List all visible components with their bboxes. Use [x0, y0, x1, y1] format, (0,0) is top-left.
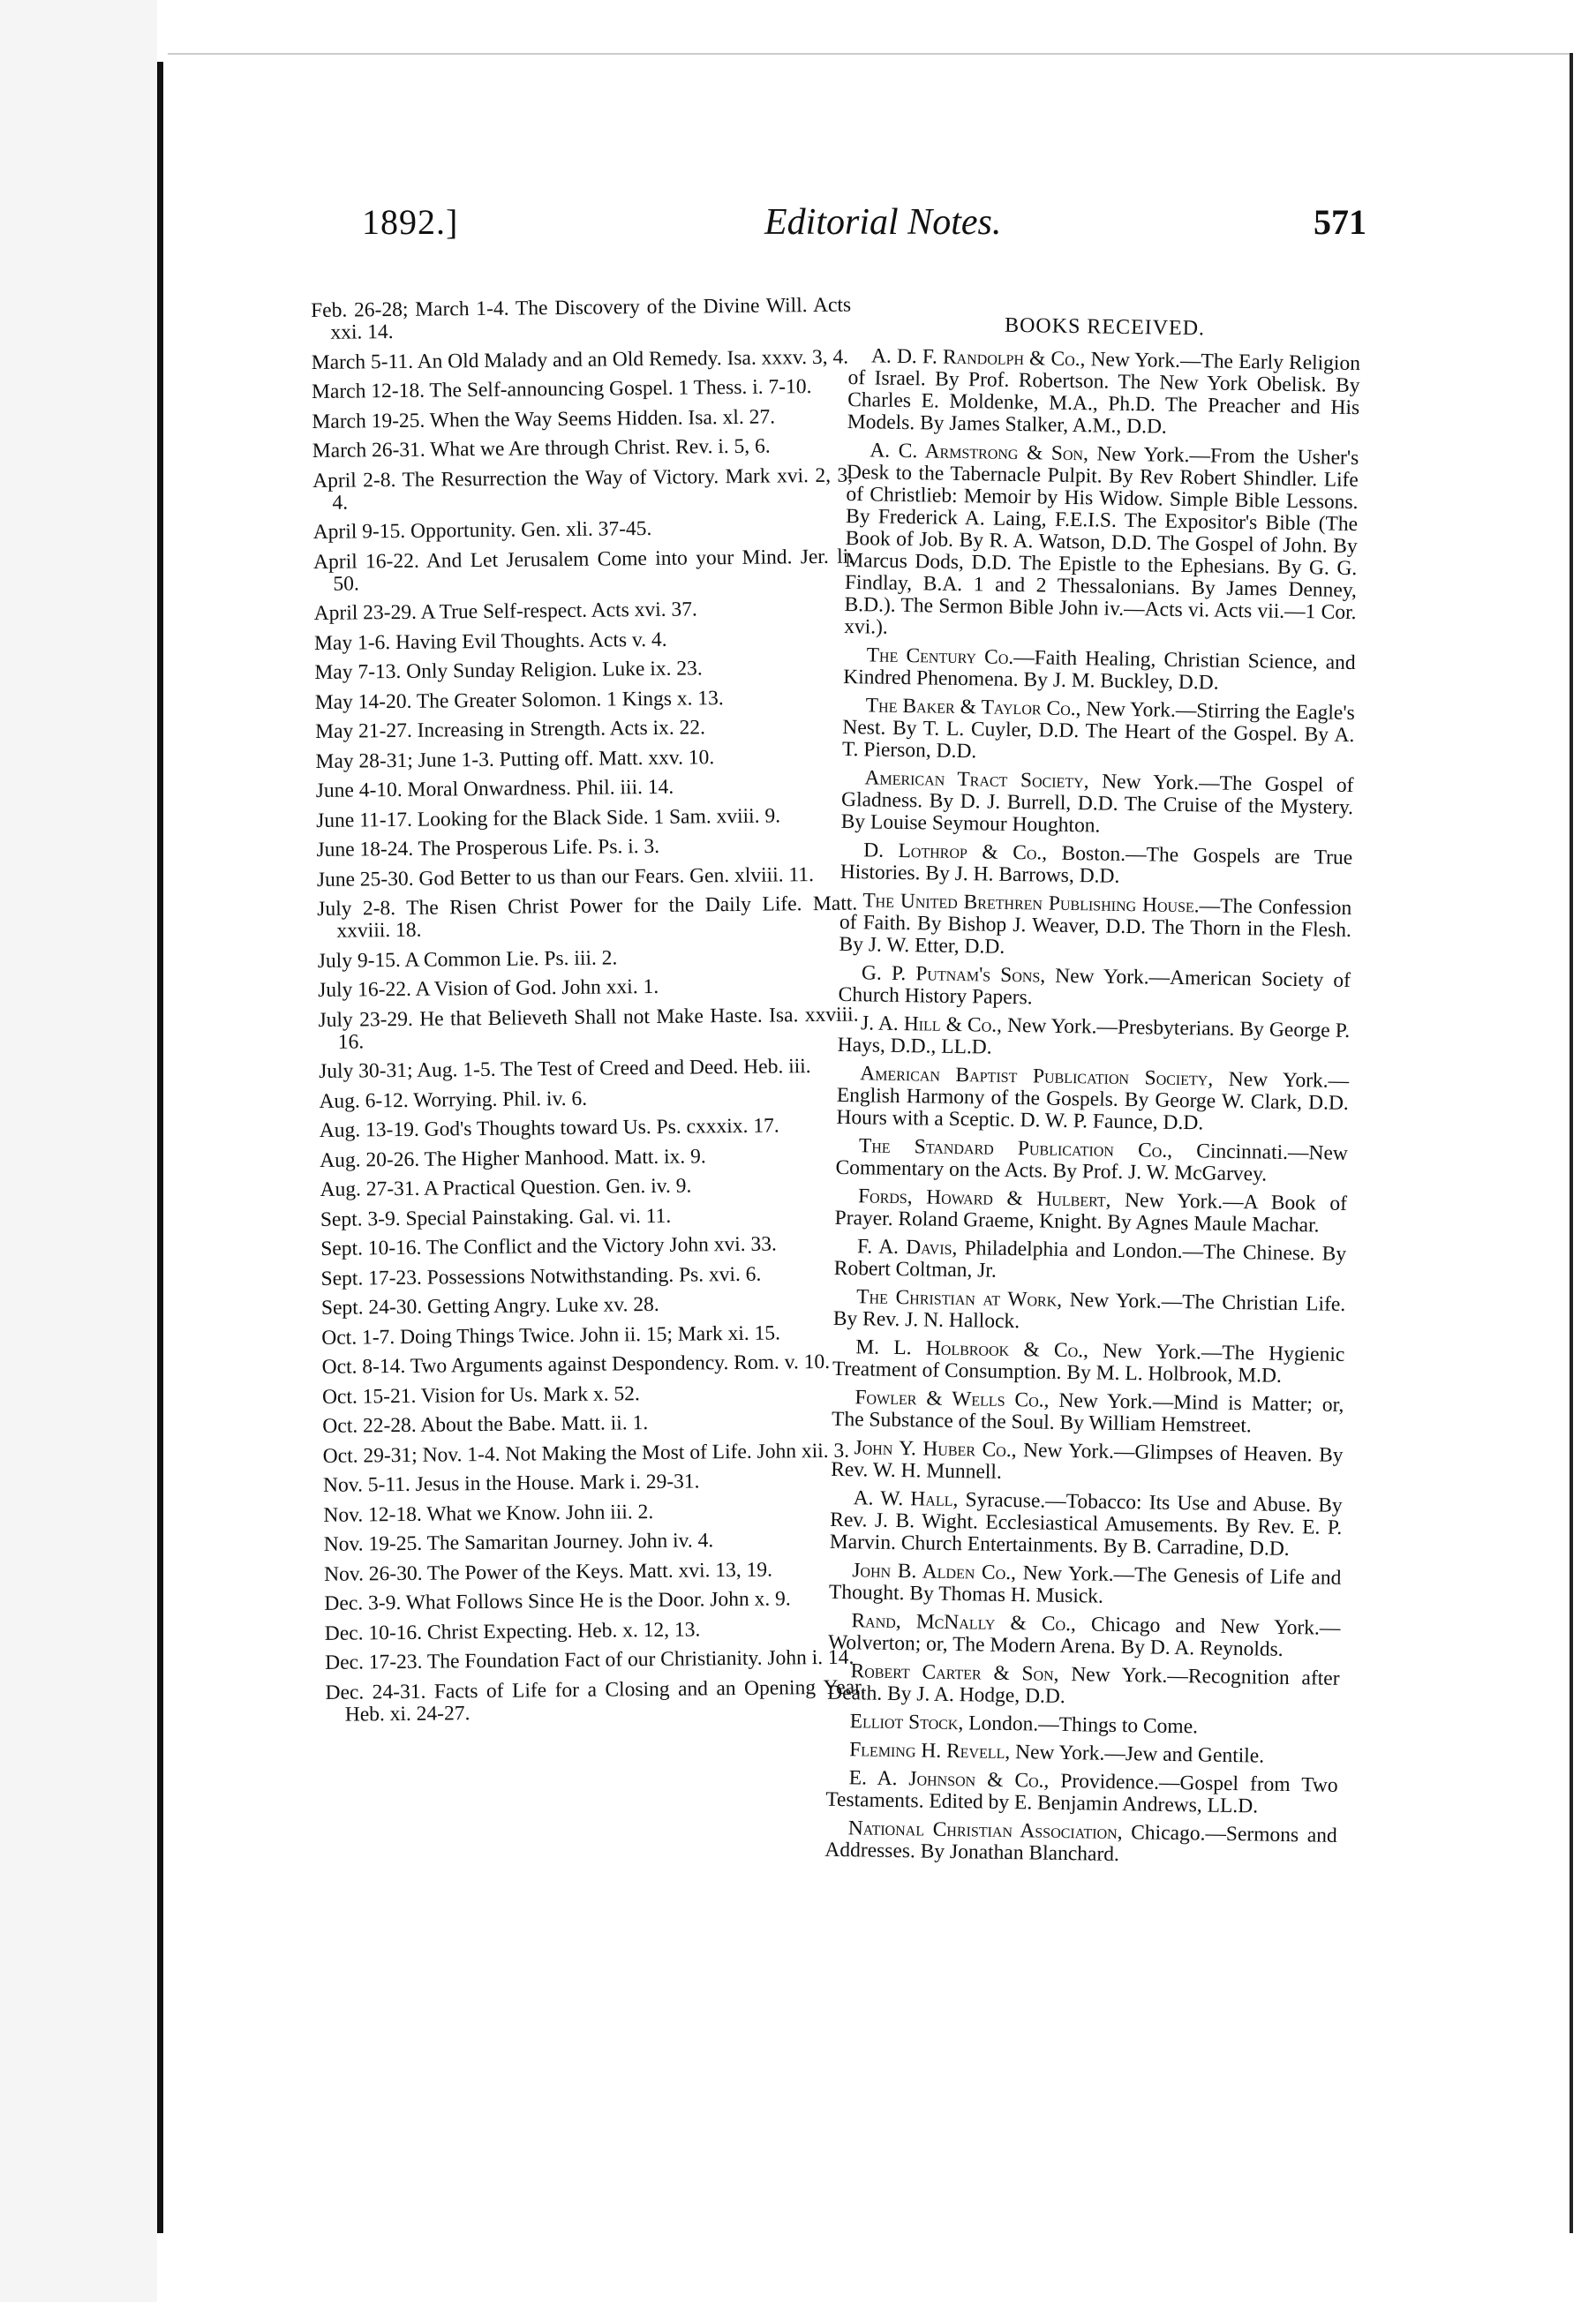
publisher-name: The Century Co.	[866, 643, 1014, 669]
publisher-name: Rand, McNally & Co.	[851, 1609, 1072, 1636]
publisher-name: John B. Alden Co.	[852, 1559, 1012, 1585]
schedule-dates: Aug. 27-31.	[320, 1177, 420, 1201]
book-entry	[835, 1135, 1348, 1187]
book-entry	[829, 1560, 1342, 1612]
publisher-name: F. A. Davis	[856, 1235, 952, 1260]
schedule-dates: Oct. 1-7.	[321, 1325, 395, 1350]
book-entry	[838, 962, 1351, 1014]
book-entry	[831, 1437, 1344, 1489]
book-listing: .—The Confession of Faith. By Bishop J. Weaver, D.D. The Thorn in the Flesh. By J. W. Etter, D.D.	[839, 894, 1352, 959]
schedule-dates: June 18-24.	[316, 837, 414, 861]
schedule-dates: Nov. 19-25.	[323, 1531, 423, 1556]
book-listing: , New York.—Stirring the Eagle's Nest. By T. L. Cuyler, D.D. The Heart of the Gospel. By A. T. Pierson, D.D.	[841, 697, 1355, 764]
book-entry	[826, 1739, 1338, 1769]
schedule-entry	[320, 1203, 861, 1230]
schedule-topic: Only Sunday Religion. Luke ix. 23.	[406, 657, 703, 683]
schedule-entry	[316, 775, 856, 802]
schedule-entry	[320, 1144, 860, 1171]
schedule-dates: Oct. 29-31; Nov. 1-4.	[322, 1442, 501, 1468]
schedule-entry	[325, 1647, 865, 1674]
schedule-dates: Oct. 22-28.	[322, 1413, 417, 1438]
schedule-entry	[312, 405, 852, 433]
schedule-topic: Looking for the Black Side. 1 Sam. xviii. 9.	[417, 803, 781, 831]
publisher-name: Fowler & Wells Co.	[854, 1386, 1044, 1412]
book-entry	[832, 1387, 1344, 1439]
publisher-name: National Christian Association	[847, 1817, 1118, 1844]
schedule-entry	[315, 745, 855, 772]
schedule-dates: Aug. 20-26.	[320, 1147, 420, 1172]
schedule-entry	[316, 834, 856, 861]
schedule-topic: Doing Things Twice. John ii. 15; Mark xi. 15.	[399, 1320, 781, 1349]
books-received-list	[824, 345, 1360, 1869]
schedule-entry	[320, 1262, 861, 1290]
schedule-dates: Dec. 17-23.	[325, 1650, 423, 1674]
schedule-topic: Opportunity. Gen. xli. 37-45.	[410, 516, 652, 543]
schedule-topic: Putting off. Matt. xxv. 10.	[499, 745, 715, 771]
schedule-entry	[324, 1529, 864, 1556]
schedule-topic: Special Painstaking. Gal. vi. 11.	[405, 1204, 672, 1230]
schedule-topic: He that Believeth Shall not Make Haste. Isa. xxviii. 16.	[337, 1003, 859, 1054]
schedule-entry	[314, 598, 854, 625]
publisher-name: John Y. Huber Co.	[854, 1436, 1012, 1463]
book-listing: , New York.—Jew and Gentile.	[1005, 1740, 1265, 1768]
schedule-topic: The Conflict and the Victory John xvi. 33.	[425, 1232, 778, 1260]
schedule-dates: Dec. 3-9.	[324, 1591, 402, 1615]
book-entry	[847, 345, 1360, 441]
schedule-topic: The Higher Manhood. Matt. ix. 9.	[424, 1144, 706, 1171]
schedule-entry	[325, 1676, 865, 1726]
schedule-dates: Nov. 5-11.	[322, 1472, 410, 1497]
schedule-dates: Dec. 24-31.	[325, 1680, 426, 1704]
book-entry	[842, 695, 1355, 769]
schedule-topic: The Greater Solomon. 1 Kings x. 13.	[416, 686, 724, 713]
schedule-dates: Oct. 8-14.	[321, 1354, 406, 1379]
schedule-entry	[312, 346, 852, 373]
schedule-topic: The Discovery of the Divine Will. Acts xxi. 14.	[330, 293, 852, 344]
schedule-entry	[314, 627, 854, 654]
schedule-topic: A Practical Question. Gen. iv. 9.	[423, 1174, 692, 1200]
book-entry	[839, 890, 1351, 964]
schedule-topic: Christ Expecting. Heb. x. 12, 13.	[426, 1617, 701, 1644]
prayer-meeting-schedule	[311, 295, 866, 1734]
book-entry	[832, 1336, 1345, 1388]
schedule-dates: March 26-31.	[312, 438, 425, 463]
publisher-name: A. C. Armstrong & Son	[870, 439, 1084, 466]
schedule-topic: An Old Malady and an Old Remedy. Isa. xxxv. 3, 4.	[417, 345, 849, 373]
schedule-entry	[321, 1321, 862, 1349]
book-entry	[843, 644, 1356, 696]
publisher-name: G. P. Putnam's Sons	[861, 961, 1041, 988]
publisher-name: D. Lothrop & Co.	[863, 839, 1043, 865]
schedule-entry	[318, 944, 858, 972]
schedule-dates: July 2-8.	[317, 897, 396, 921]
book-entry	[833, 1286, 1346, 1338]
publisher-name: American Tract Society	[864, 766, 1084, 794]
schedule-entry	[323, 1440, 863, 1467]
book-entry	[834, 1236, 1347, 1288]
schedule-dates: April 16-22.	[312, 549, 419, 574]
schedule-entry	[321, 1292, 862, 1320]
schedule-dates: Sept. 3-9.	[320, 1207, 401, 1231]
schedule-dates: June 4-10.	[315, 778, 403, 802]
book-entry	[838, 1012, 1351, 1064]
schedule-entry	[322, 1351, 862, 1379]
schedule-entry	[315, 716, 855, 743]
schedule-dates: Sept. 17-23.	[320, 1266, 422, 1290]
running-title: Editorial Notes.	[764, 202, 1002, 243]
schedule-topic: The Samaritan Journey. John iv. 4.	[426, 1529, 714, 1555]
schedule-entry	[325, 1617, 865, 1644]
schedule-dates: Sept. 10-16.	[320, 1236, 422, 1260]
page-edge	[1570, 53, 1573, 2233]
schedule-entry	[311, 295, 851, 344]
schedule-topic: And Let Jerusalem Come into your Mind. Jer. li. 50.	[333, 545, 854, 596]
book-entry	[827, 1660, 1340, 1712]
schedule-dates: March 5-11.	[311, 350, 414, 374]
book-listing: , London.—Things to Come.	[958, 1711, 1199, 1739]
schedule-dates: Nov. 12-18.	[323, 1502, 422, 1527]
book-listing: , New York.—Mind is Matter; or, The Substance of the Soul. By William Hemstreet.	[831, 1388, 1344, 1438]
schedule-entry	[318, 974, 858, 1002]
schedule-entry	[312, 376, 852, 403]
book-listing: , New York.—Presbyterians. By George P. Hays, D.D., LL.D.	[837, 1013, 1351, 1059]
schedule-dates: Oct. 15-21.	[321, 1384, 417, 1409]
book-listing: , Syracuse.—Tobacco: Its Use and Abuse. By Rev. J. B. Wight. Ecclesiastical Amusements. By Rev. E. P. Marvin. Church Entertainments. By B. Carradine, D.D.	[829, 1488, 1343, 1561]
publisher-name: E. A. Johnson & Co.	[848, 1766, 1044, 1793]
schedule-topic: Worrying. Phil. iv. 6.	[412, 1087, 588, 1112]
book-listing: , New York.—The Hygienic Treatment of Consumption. By M. L. Holbrook, M.D.	[832, 1339, 1345, 1388]
schedule-topic: God's Thoughts toward Us. Ps. cxxxix. 17.	[424, 1114, 779, 1141]
schedule-entry	[323, 1470, 863, 1497]
schedule-dates: March 19-25.	[312, 409, 425, 433]
publisher-name: The United Brethren Publishing House	[862, 889, 1194, 918]
book-listing: , New York.—The Genesis of Life and Thought. By Thomas H. Musick.	[828, 1561, 1342, 1608]
schedule-entry	[323, 1499, 863, 1526]
schedule-dates: May 28-31; June 1-3.	[315, 748, 494, 773]
schedule-topic: Having Evil Thoughts. Acts v. 4.	[395, 628, 667, 654]
publisher-name: Elliot Stock	[849, 1710, 959, 1735]
binding-edge	[157, 62, 163, 2233]
schedule-entry	[317, 863, 857, 891]
book-entry	[844, 440, 1359, 646]
book-entry	[824, 1817, 1337, 1869]
schedule-topic: The Test of Creed and Deed. Heb. iii.	[500, 1055, 811, 1081]
schedule-dates: Feb. 26-28; March 1-4.	[310, 297, 509, 322]
schedule-dates: July 23-29.	[318, 1007, 413, 1032]
book-listing: , Chicago and New York.—Wolverton; or, The Modern Arena. By D. A. Reynolds.	[827, 1613, 1341, 1661]
schedule-dates: July 30-31; Aug. 1-5.	[319, 1057, 496, 1083]
publisher-name: The Baker & Taylor Co.	[865, 694, 1076, 721]
schedule-entry	[324, 1588, 864, 1615]
schedule-entry	[322, 1380, 862, 1408]
schedule-topic: The Resurrection the Way of Victory. Mark xvi. 2, 3, 4.	[332, 463, 854, 515]
book-listing: , New York.—The Gospel of Gladness. By D. J. Burrell, D.D. The Cruise of the Mystery. By Louise Seymour Houghton.	[840, 770, 1354, 838]
schedule-topic: Moral Onwardness. Phil. iii. 14.	[407, 775, 674, 801]
book-entry	[841, 767, 1354, 841]
publisher-name: M. L. Holbrook & Co.	[855, 1335, 1084, 1363]
book-listing: , New York.—English Harmony of the Gospels. By George W. Clark, D.D. Hours with a Sceptic. D. W. P. Faunce, D.D.	[836, 1067, 1350, 1135]
publisher-name: Robert Carter & Son	[850, 1659, 1054, 1686]
schedule-dates: April 9-15.	[312, 519, 406, 544]
schedule-topic: The Prosperous Life. Ps. i. 3.	[418, 834, 660, 861]
book-entry	[834, 1185, 1347, 1238]
page-number: 571	[1314, 202, 1366, 242]
schedule-dates: May 14-20.	[314, 689, 412, 714]
schedule-dates: May 7-13.	[314, 659, 402, 684]
section-heading: BOOKS RECEIVED.	[1004, 313, 1206, 341]
schedule-entry	[315, 686, 855, 713]
schedule-dates: May 1-6.	[313, 630, 391, 655]
schedule-topic: Vision for Us. Mark x. 52.	[420, 1381, 640, 1408]
schedule-dates: April 23-29.	[313, 600, 418, 625]
book-entry	[836, 1063, 1349, 1137]
schedule-entry	[322, 1411, 862, 1438]
book-listing: , New York.—A Book of Prayer. Roland Graeme, Knight. By Agnes Maule Machar.	[834, 1188, 1348, 1238]
schedule-topic: A True Self-respect. Acts xvi. 37.	[420, 598, 697, 624]
publisher-name: J. A. Hill & Co.	[860, 1012, 998, 1037]
schedule-dates: Dec. 10-16.	[324, 1621, 423, 1645]
schedule-dates: July 9-15.	[317, 948, 401, 973]
schedule-topic: Getting Angry. Luke xv. 28.	[426, 1292, 659, 1319]
publisher-name: Fords, Howard & Hulbert	[857, 1185, 1106, 1212]
schedule-topic: God Better to us than our Fears. Gen. xlviii. 11.	[418, 862, 815, 891]
schedule-topic: The Power of the Keys. Matt. xvi. 13, 19.	[426, 1558, 773, 1585]
schedule-entry	[313, 545, 854, 595]
book-listing: , Philadelphia and London.—The Chinese. By Robert Coltman, Jr.	[833, 1236, 1347, 1283]
book-entry	[825, 1767, 1338, 1819]
schedule-topic: Facts of Life for a Closing and an Opening Year. Heb. xi. 24-27.	[344, 1675, 866, 1726]
book-listing: , Providence.—Gospel from Two Testaments. Edited by E. Benjamin Andrews, LL.D.	[825, 1769, 1338, 1818]
schedule-dates: Sept. 24-30.	[320, 1295, 423, 1320]
publisher-name: A. D. F. Randolph & Co.	[870, 344, 1080, 372]
schedule-entry	[320, 1174, 860, 1201]
publisher-name: The Christian at Work	[856, 1285, 1058, 1312]
schedule-topic: The Foundation Fact of our Christianity. John i. 14.	[426, 1645, 854, 1674]
schedule-entry	[319, 1056, 859, 1083]
book-entry	[827, 1711, 1339, 1741]
book-entry	[830, 1487, 1343, 1561]
schedule-dates: Aug. 6-12.	[319, 1088, 409, 1113]
book-listing: , New York.—From the Usher's Desk to the Tabernacle Pulpit. By Rev Robert Shindler. Life of Christlieb: Memoir by His Widow. Simple Bible Lessons. By Frederick A. Laing, F.E.I.S. The Expositor's Bible (The Book of Job. By R. A. Watson, D.D. The Gospel of John. By Marcus Dods, D.D. The Epistle to the Ephesians. By G. G. Findlay, B.A. 1 and 2 Thessalonians. By James Denney, B.D.). The Sermon Bible John iv.—Acts vi. Acts vii.—1 Cor. xvi.).	[843, 442, 1359, 639]
book-listing: , New York.—Recognition after Death. By J. A. Hodge, D.D.	[827, 1662, 1340, 1709]
schedule-topic: About the Babe. Matt. ii. 1.	[420, 1411, 649, 1437]
header-year: 1892.]	[362, 202, 459, 242]
schedule-entry	[312, 464, 853, 514]
schedule-topic: The Risen Christ Power for the Daily Life. Matt. xxviii. 18.	[336, 891, 858, 943]
schedule-dates: March 12-18.	[311, 379, 425, 403]
publisher-name: A. W. Hall	[853, 1486, 953, 1512]
schedule-entry	[324, 1558, 864, 1585]
schedule-topic: Possessions Notwithstanding. Ps. xvi. 6.	[426, 1262, 762, 1290]
schedule-dates: July 16-22.	[318, 977, 412, 1002]
facing-page-margin	[0, 0, 157, 2302]
schedule-topic: What we Know. John iii. 2.	[426, 1500, 654, 1526]
schedule-topic: A Vision of God. John xxi. 1.	[415, 974, 659, 1001]
schedule-topic: What we Are through Christ. Rev. i. 5, 6.	[430, 434, 771, 462]
schedule-dates: June 11-17.	[316, 808, 413, 832]
books-received-column	[824, 300, 1361, 1876]
schedule-dates: April 2-8.	[312, 468, 396, 493]
schedule-topic: Not Making the Most of Life. John xii. 3.	[505, 1439, 850, 1466]
schedule-entry	[314, 657, 854, 684]
schedule-entry	[313, 516, 854, 544]
schedule-topic: What Follows Since He is the Door. John x. 9.	[405, 1587, 791, 1614]
book-listing: , Cincinnati.—New Commentary on the Acts. By Prof. J. W. McGarvey.	[835, 1139, 1349, 1186]
publisher-name: The Standard Publication Co.	[858, 1134, 1168, 1162]
book-listing: —Faith Healing, Christian Science, and Kindred Phenomena. By J. M. Buckley, D.D.	[843, 645, 1356, 695]
schedule-entry	[317, 893, 857, 943]
schedule-entry	[316, 804, 856, 831]
schedule-dates: Nov. 26-30.	[323, 1561, 423, 1586]
schedule-topic: Two Arguments against Despondency. Rom. v. 10.	[410, 1350, 831, 1378]
publisher-name: American Baptist Publication Society	[860, 1062, 1208, 1091]
book-listing: , New York.—Glimpses of Heaven. By Rev. W. H. Munnell.	[830, 1439, 1344, 1484]
publisher-name: Fleming H. Revell	[849, 1738, 1005, 1764]
schedule-dates: June 25-30.	[316, 867, 414, 891]
book-entry	[828, 1610, 1341, 1662]
schedule-entry	[320, 1233, 861, 1260]
schedule-dates: Aug. 13-19.	[319, 1117, 419, 1142]
schedule-topic: Increasing in Strength. Acts ix. 22.	[417, 716, 706, 742]
schedule-topic: The Self-announcing Gospel. 1 Thess. i. 7-10.	[429, 375, 812, 402]
schedule-dates: May 21-27.	[314, 718, 412, 743]
book-entry	[840, 839, 1353, 891]
schedule-entry	[319, 1085, 859, 1112]
book-listing: , Boston.—The Gospels are True Histories. By J. H. Barrows, D.D.	[839, 841, 1353, 888]
schedule-entry	[318, 1004, 858, 1053]
schedule-topic: When the Way Seems Hidden. Isa. xl. 27.	[429, 404, 776, 433]
book-listing: , New York.—The Christian Life. By Rev. J. N. Hallock.	[832, 1288, 1346, 1334]
book-listing: , New York.—The Early Religion of Israel. By Prof. Robertson. The New York Obelisk. By Charles E. Moldenke, M.A., Ph.D. The Preacher and His Models. By James Stalker, A.M., D.D.	[847, 348, 1361, 439]
schedule-entry	[312, 435, 853, 463]
schedule-entry	[320, 1115, 860, 1142]
book-listing: , Chicago.—Sermons and Addresses. By Jonathan Blanchard.	[824, 1820, 1337, 1867]
schedule-topic: A Common Lie. Ps. iii. 2.	[404, 945, 618, 972]
schedule-topic: Jesus in the House. Mark i. 29-31.	[415, 1470, 700, 1496]
book-listing: , New York.—American Society of Church History Papers.	[838, 964, 1351, 1010]
